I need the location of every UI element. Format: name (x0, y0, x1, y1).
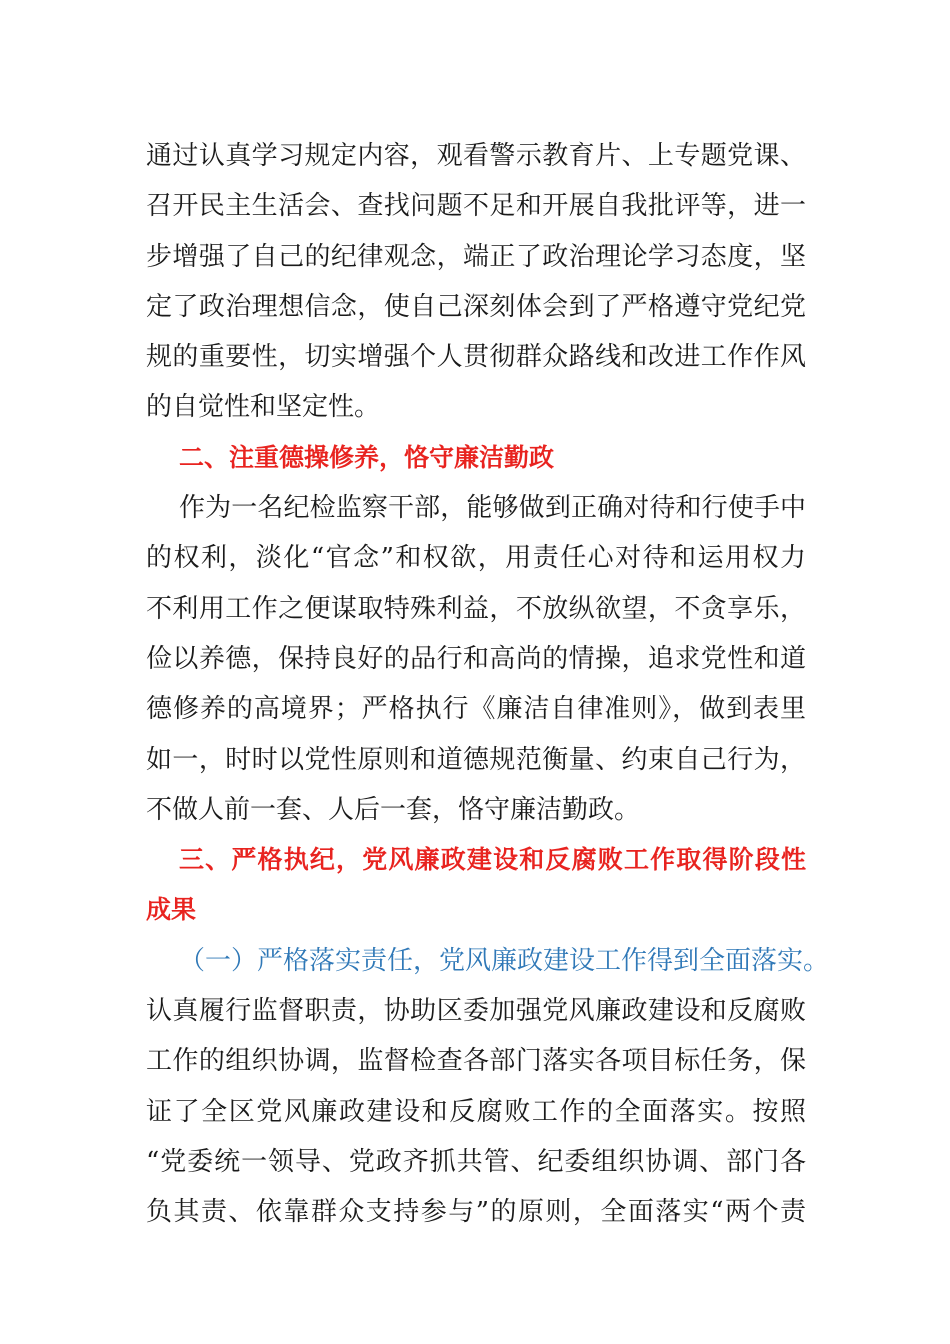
text-line: 认真履行监督职责，协助区委加强党风廉政建设和反腐败 (146, 996, 806, 1027)
text-line: 工作的组织协调，监督检查各部门落实各项目标任务，保 (146, 1046, 806, 1077)
text-line: 俭以养德，保持良好的品行和高尚的情操，追求党性和道 (146, 643, 806, 674)
paragraph-2 (146, 483, 806, 835)
text-line: “党委统一领导、党政齐抓共管、纪委组织协调、部门各 (146, 1146, 806, 1177)
text-line: 召开民主生活会、查找问题不足和开展自我批评等，进一 (146, 191, 806, 222)
subheading-1: （一）严格落实责任，党风廉政建设工作得到全面落实。 (179, 945, 830, 976)
text-line: 德修养的高境界；严格执行《廉洁自律准则》，做到表里 (146, 694, 806, 725)
paragraph-1 (146, 131, 806, 433)
text-line: 如一，时时以党性原则和道德规范衡量、约束自己行为， (146, 744, 806, 775)
text-line: 作为一名纪检监察干部，能够做到正确对待和行使手中 (179, 493, 806, 524)
text-line: 步增强了自己的纪律观念，端正了政治理论学习态度，坚 (146, 241, 806, 272)
paragraph-3 (146, 986, 806, 1237)
heading-line: 成果 (146, 895, 197, 925)
text-line: 不做人前一套、人后一套，恪守廉洁勤政。 (146, 794, 641, 825)
text-line: 规的重要性，切实增强个人贯彻群众路线和改进工作作风 (146, 342, 806, 373)
text-line: 的自觉性和坚定性。 (146, 392, 381, 423)
section-heading-2: 二、注重德操修养，恪守廉洁勤政 (179, 442, 555, 472)
text-line: 定了政治理想信念，使自己深刻体会到了严格遵守党纪党 (146, 291, 806, 322)
text-line: 的权利，淡化“官念”和权欲，用责任心对待和运用权力 (146, 543, 806, 574)
text-line: 通过认真学习规定内容，观看警示教育片、上专题党课、 (146, 141, 806, 171)
text-line: 证了全区党风廉政建设和反腐败工作的全面落实。按照 (146, 1096, 806, 1127)
document-page (146, 131, 830, 1238)
section-heading-3 (146, 835, 806, 936)
text-line: 负其责、依靠群众支持参与”的原则，全面落实“两个责 (146, 1197, 806, 1228)
text-line: 不利用工作之便谋取特殊利益，不放纵欲望，不贪享乐， (146, 593, 806, 624)
heading-line: 三、严格执纪，党风廉政建设和反腐败工作取得阶段性 (179, 845, 806, 875)
